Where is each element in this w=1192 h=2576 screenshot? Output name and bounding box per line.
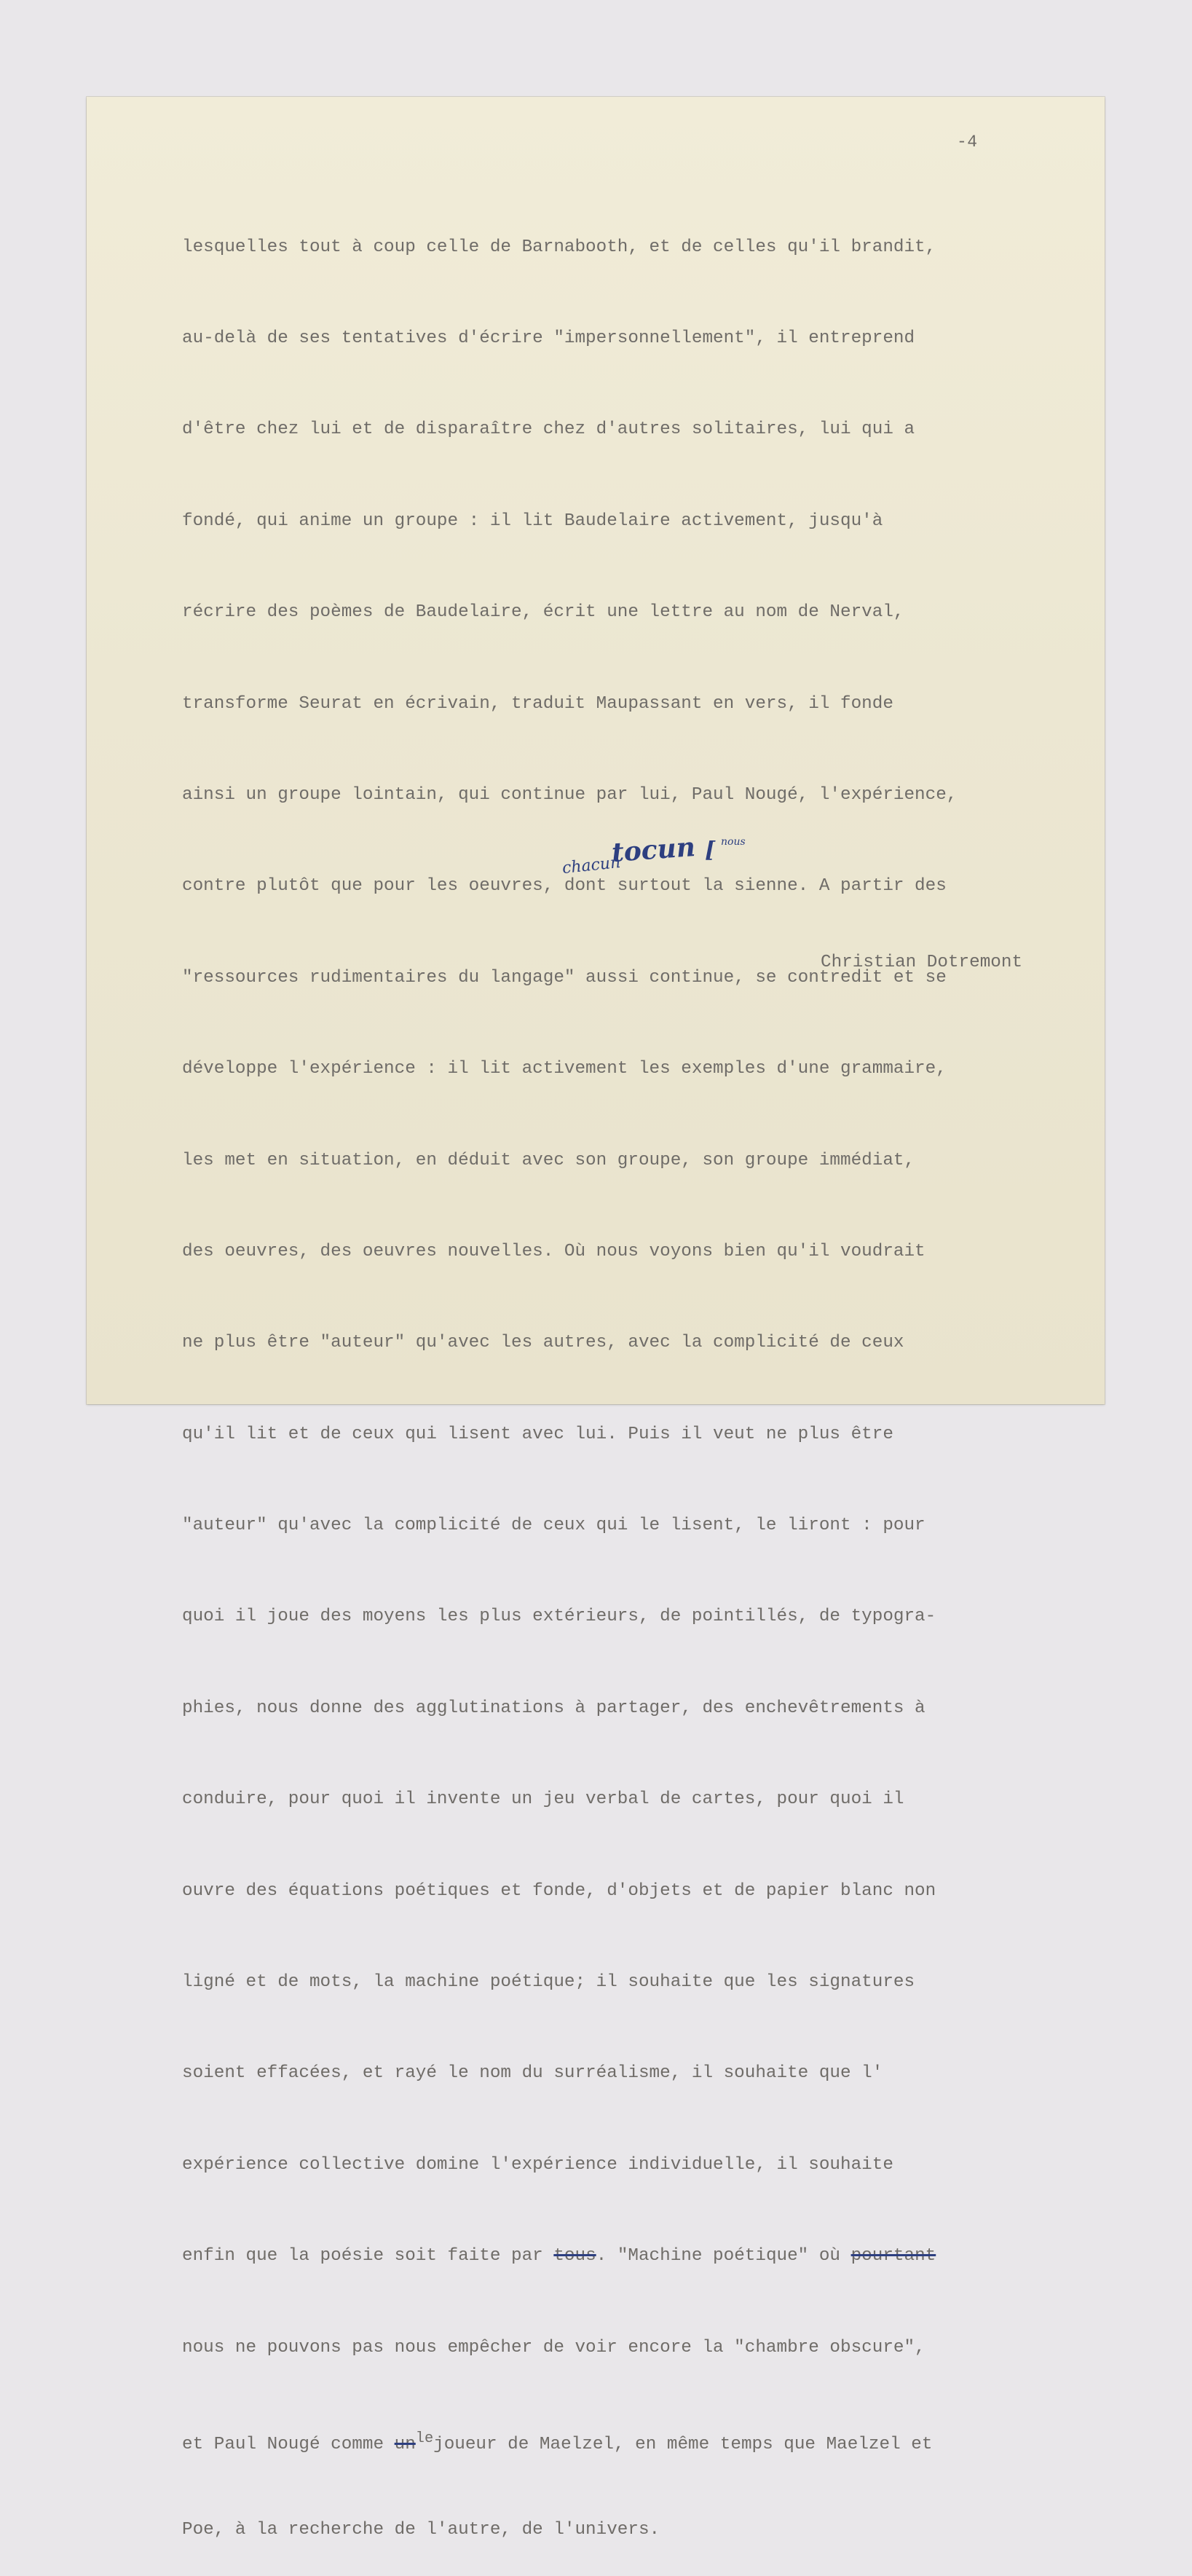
- handwritten-margin-note: nous: [721, 836, 746, 848]
- text-line: conduire, pour quoi il invente un jeu verbal de cartes, pour quoi il: [182, 1789, 904, 1810]
- text-line: des oeuvres, des oeuvres nouvelles. Où nous voyons bien qu'il voudrait: [182, 1241, 925, 1261]
- superscript-insert: le: [415, 2430, 434, 2447]
- text-line: transforme Seurat en écrivain, traduit Maupassant en vers, il fonde: [182, 693, 893, 714]
- typed-body: [182, 171, 1107, 2576]
- text-line: quoi il joue des moyens les plus extérieurs, de pointillés, de typogra-: [182, 1607, 936, 1627]
- line-segment: . "Machine poétique" où: [596, 2246, 851, 2266]
- text-line: au-delà de ses tentatives d'écrire "impersonnellement", il entreprend: [182, 328, 915, 348]
- line-segment: et Paul Nougé comme: [182, 2435, 395, 2455]
- text-line: d'être chez lui et de disparaître chez d'autres solitaires, lui qui a: [182, 420, 915, 440]
- text-line: développe l'expérience : il lit activement les exemples d'une grammaire,: [182, 1059, 947, 1079]
- handwritten-correction: tocun: [610, 832, 697, 868]
- handwritten-bracket: [: [705, 838, 716, 863]
- text-line: fondé, qui anime un groupe : il lit Baudelaire activement, jusqu'à: [182, 511, 883, 531]
- struck-word: un: [394, 2435, 416, 2455]
- text-line: nous ne pouvons pas nous empêcher de voir encore la "chambre obscure",: [182, 2337, 925, 2358]
- text-line: "auteur" qu'avec la complicité de ceux qui le lisent, le liront : pour: [182, 1516, 925, 1536]
- text-line: les met en situation, en déduit avec son groupe, son groupe immédiat,: [182, 1150, 915, 1170]
- text-line: phies, nous donne des agglutinations à partager, des enchevêtrements à: [182, 1698, 925, 1718]
- struck-word: tous: [553, 2246, 596, 2266]
- line-segment: enfin que la poésie soit faite par: [182, 2246, 554, 2266]
- signature: Christian Dotremont: [821, 953, 1023, 972]
- text-line: qu'il lit et de ceux qui lisent avec lui. Puis il veut ne plus être: [182, 1424, 893, 1444]
- text-line: soient effacées, et rayé le nom du surréalisme, il souhaite que l': [182, 2063, 883, 2084]
- text-line-corrected: [182, 2241, 1107, 2272]
- struck-word: pourtant: [850, 2246, 936, 2266]
- page-number: -4: [957, 133, 978, 151]
- text-line: récrire des poèmes de Baudelaire, écrit une lettre au nom de Nerval,: [182, 602, 904, 623]
- text-line: ligné et de mots, la machine poétique; il souhaite que les signatures: [182, 1972, 915, 1993]
- text-line: "ressources rudimentaires du langage" aussi continue, se contredit et se: [182, 967, 947, 988]
- text-line: ne plus être "auteur" qu'avec les autres, avec la complicité de ceux: [182, 1333, 904, 1353]
- text-line: contre plutôt que pour les oeuvres, dont surtout la sienne. A partir des: [182, 876, 947, 897]
- handwritten-insert: chacun: [561, 853, 622, 878]
- line-segment: joueur de Maelzel, en même temps que Maelzel et: [433, 2435, 933, 2455]
- text-line-corrected: [182, 2424, 1107, 2454]
- text-line: expérience collective domine l'expérience individuelle, il souhaite: [182, 2154, 893, 2175]
- text-line: Poe, à la recherche de l'autre, de l'univers.: [182, 2520, 660, 2540]
- text-line: ainsi un groupe lointain, qui continue par lui, Paul Nougé, l'expérience,: [182, 784, 958, 805]
- text-line: ouvre des équations poétiques et fonde, d'objets et de papier blanc non: [182, 1880, 936, 1901]
- text-line: lesquelles tout à coup celle de Barnabooth, et de celles qu'il brandit,: [182, 237, 936, 257]
